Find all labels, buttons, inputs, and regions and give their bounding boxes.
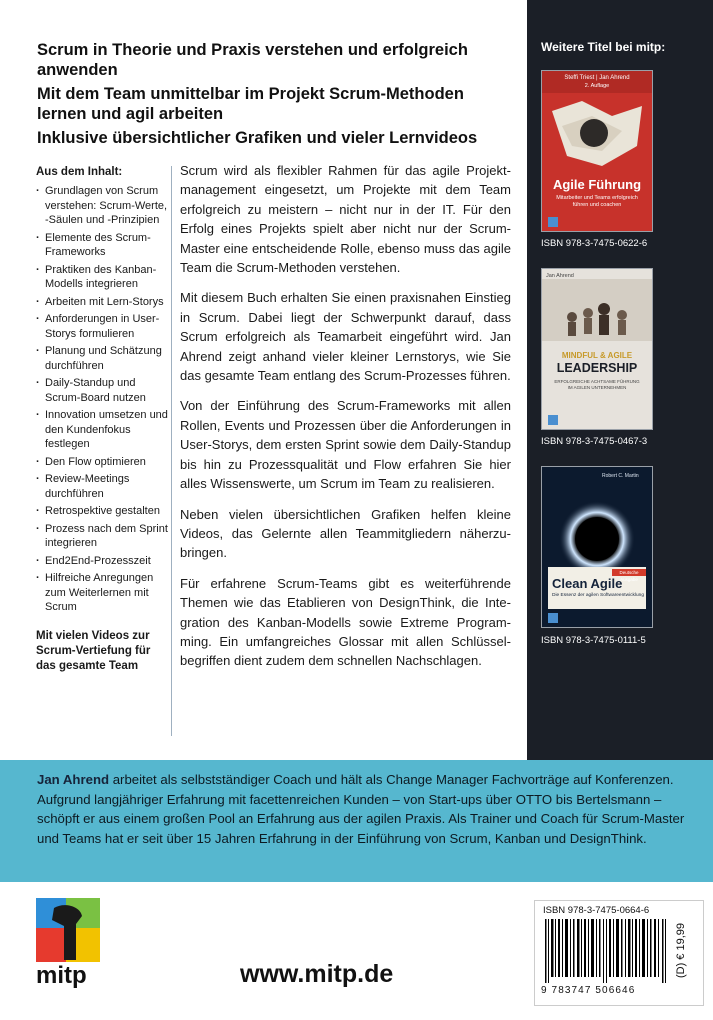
description-paragraph: Von der Einführung des Scrum-Frameworks mit allen Rollen, Events und Prozessen über die Anforderungen in User-Storys, dem ersten Sprint sowie dem Daily-Standup bis hin zu Prozessqualität und Flow erfahren Sie hier alles Wissenswerte, um Scrum im Team zu realisieren. (180, 398, 511, 492)
contents-item: · Praktiken des Kanban-Modells integrieren (36, 263, 171, 292)
book-isbn: ISBN 978-3-7475-0467-3 (541, 436, 648, 447)
contents-item: · Anforderungen in User-Storys formulieren (36, 312, 171, 341)
other-titles-heading: Weitere Titel bei mitp: (541, 40, 666, 54)
book-isbn: ISBN 978-3-7475-0111-5 (541, 635, 646, 646)
book-edition: 2. Auflage (584, 83, 610, 89)
contents-item: · Review-Meetings durchführen (36, 472, 171, 501)
description-paragraph: Scrum wird als flexibler Rahmen für das agile Projektmanagement eingesetzt, um Projekte mit dem Team erfolgreich zu meistern – nicht nur in der IT. Für den Erfolg eines Projekts spielt aber nicht nur der Scrum-Master eine entscheidende Rolle, ebenso muss das agile Team die Scrum-Methoden verstehen. (180, 163, 511, 276)
book-cover-art (542, 269, 652, 429)
contents-item: · Den Flow optimieren (36, 455, 171, 470)
book-title: LEADERSHIP (556, 361, 638, 375)
contents-item: · Planung und Schätzung durchführen (36, 344, 171, 373)
description-body (180, 161, 511, 682)
headline-1: Scrum in Theorie und Praxis verstehen und erfolgreich anwenden (37, 41, 468, 79)
description-paragraph: Für erfahrene Scrum-Teams gibt es weiterführende Themen wie das Etablieren von DesignThink, die Integration des Kanban-Modells sowie Extreme Programming. Ein umfangreiches Glossar mit allen Schlüsselbegriffen dient zudem dem schnellen Nachschlagen. (180, 575, 511, 669)
contents-item: · Elemente des Scrum-Frameworks (36, 231, 171, 260)
mitp-logo (36, 898, 100, 998)
contents-item: · Prozess nach dem Sprint integrieren (36, 522, 171, 551)
contents-title: Aus dem Inhalt: (36, 166, 123, 178)
headline-block (37, 40, 517, 152)
contents-item: · End2End-Prozesszeit (36, 554, 171, 569)
publisher-url: www.mitp.de (240, 960, 394, 988)
barcode-box (534, 900, 704, 1006)
contents-item: · Innovation umsetzen und den Kundenfokus festlegen (36, 408, 171, 452)
book-title: Agile Führung (552, 177, 642, 192)
other-titles-panel (527, 0, 713, 760)
book-authors: Steffi Triest | Jan Ahrend (564, 75, 630, 81)
book-cover-mindful-leadership (541, 268, 653, 430)
price-label: (D) € 19,99 (675, 923, 687, 979)
book-cover-art (542, 467, 652, 627)
author-bio-band (0, 760, 713, 882)
barcode-isbn: ISBN 978-3-7475-0664-6 (543, 905, 650, 916)
book-subtitle: Die Essenz der agilen Softwareentwicklung (552, 593, 644, 598)
book-subtitle: Mitarbeiter und Teams erfolgreich führen und coachen (556, 195, 638, 208)
headline-3: Inklusive übersichtlicher Grafiken und vieler Lernvideos (37, 129, 478, 147)
book-authors: Jan Ahrend (546, 273, 574, 279)
contents-item: · Daily-Standup und Scrum-Board nutzen (36, 376, 171, 405)
author-bio-text: arbeitet als selbstständiger Coach und hält als Change Manager Fachvorträge auf Konferenzen. Aufgrund langjähriger Erfahrung mit facettenreichen Kunden – von Start-ups über OTTO bis Bertelsmann – schöpft er aus einem großen Pool an Erfahrung aus der agilen Praxis. Als Trainer und Coach für Scrum-Master und Teams hat er seit über 15 Jahren Erfahrung in der Einführung von Scrum, Kanban und DesignThink. (37, 772, 685, 846)
barcode-icon (543, 919, 671, 983)
book-badge: Deutsche Ausgabe (619, 570, 639, 582)
contents-item: · Arbeiten mit Lern-Storys (36, 295, 171, 310)
book-title-top: MINDFUL & AGILE (561, 351, 633, 360)
contents-footer: Mit vielen Videos zur Scrum-Vertiefung für das gesamte Team (36, 629, 151, 672)
author-name: Jan Ahrend (37, 772, 110, 787)
barcode-digits: 9 783747 506646 (541, 985, 636, 996)
book-authors: Robert C. Martin (602, 473, 639, 479)
mitp-logo-text: mitp (36, 962, 87, 989)
contents-list (36, 184, 171, 615)
contents-sidebar (22, 166, 172, 736)
contents-item: · Retrospektive gestalten (36, 504, 171, 519)
contents-item: · Grundlagen von Scrum verstehen: Scrum-Werte, -Säulen und -Prinzipien (36, 184, 171, 228)
book-title: Clean Agile (552, 576, 623, 591)
book-isbn: ISBN 978-3-7475-0622-6 (541, 238, 648, 249)
description-paragraph: Neben vielen übersichtlichen Grafiken helfen kleine Videos, das Gelernte allen Teammitgliedern näherzubringen. (180, 506, 511, 561)
book-cover-agile-fuehrung (541, 70, 653, 232)
book-cover-clean-agile (541, 466, 653, 628)
contents-item: · Hilfreiche Anregungen zum Weiterlernen mit Scrum (36, 571, 171, 615)
book-subtitle: ERFOLGREICHE ACHTSAME FÜHRUNG IM AGILEN UNTERNEHMEN (554, 379, 640, 390)
author-bio (37, 770, 697, 848)
headline-2: Mit dem Team unmittelbar im Projekt Scrum-Methoden lernen und agil arbeiten (37, 85, 464, 123)
description-paragraph: Mit diesem Buch erhalten Sie einen praxisnahen Einstieg in Scrum. Dabei liegt der Schwerpunkt darauf, dass Scrum erfolgreich als Teamarbeit eingeführt wird. Jan Ahrend zeigt anhand vieler kleiner Lernstorys, wie Sie das gesamte Team entlang des Scrum-Prozesses führen. (180, 290, 511, 384)
